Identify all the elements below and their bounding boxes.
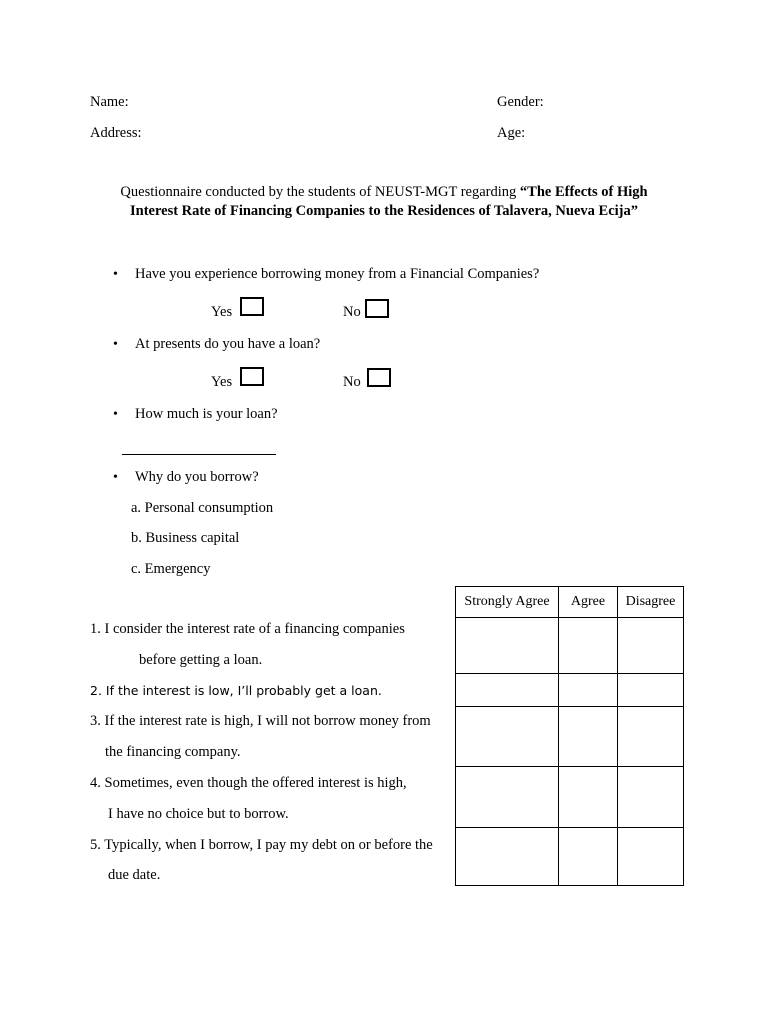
rating-table (455, 586, 684, 886)
name-label: Name: (90, 94, 129, 110)
q2-yes-label: Yes (211, 374, 233, 390)
title-line1: “The Effects of High (519, 184, 648, 200)
cell-5-disagree[interactable] (618, 828, 684, 886)
cell-4-strongly-agree[interactable] (456, 767, 559, 828)
option-c: c. Emergency (131, 561, 211, 577)
loan-amount-line[interactable] (122, 454, 276, 455)
question-4: Why do you borrow? (135, 469, 259, 485)
statement-4-line2: I have no choice but to borrow. (108, 806, 289, 822)
cell-3-strongly-agree[interactable] (456, 707, 559, 767)
bullet-icon: • (113, 337, 118, 352)
cell-1-agree[interactable] (559, 618, 618, 674)
bullet-icon: • (113, 470, 118, 485)
questionnaire-title (60, 183, 708, 221)
gender-label: Gender: (497, 94, 544, 110)
address-label: Address: (90, 125, 142, 141)
rating-row-3 (456, 707, 684, 767)
question-2: At presents do you have a loan? (135, 336, 321, 352)
rating-row-5 (456, 828, 684, 886)
cell-1-disagree[interactable] (618, 618, 684, 674)
cell-4-disagree[interactable] (618, 767, 684, 828)
header-agree: Agree (559, 587, 618, 618)
cell-1-strongly-agree[interactable] (456, 618, 559, 674)
title-prefix: Questionnaire conducted by the students of NEUST-MGT regarding (120, 184, 520, 200)
cell-5-strongly-agree[interactable] (456, 828, 559, 886)
rating-row-4 (456, 767, 684, 828)
statement-5-line1: 5. Typically, when I borrow, I pay my debt on or before the (90, 837, 433, 853)
rating-header-row (456, 587, 684, 618)
header-disagree: Disagree (618, 587, 684, 618)
bullet-icon: • (113, 407, 118, 422)
q2-yes-checkbox[interactable] (240, 367, 264, 386)
title-line2: Interest Rate of Financing Companies to the Residences of Talavera, Nueva Ecija” (129, 203, 638, 219)
cell-2-disagree[interactable] (618, 674, 684, 707)
cell-5-agree[interactable] (559, 828, 618, 886)
rating-row-1 (456, 618, 684, 674)
age-label: Age: (497, 125, 526, 141)
q1-no-checkbox[interactable] (365, 299, 389, 318)
question-3: How much is your loan? (135, 406, 278, 422)
q1-no-label: No (343, 304, 361, 320)
cell-3-disagree[interactable] (618, 707, 684, 767)
statement-3-line2: the financing company. (105, 744, 241, 760)
header-strongly-agree: Strongly Agree (456, 587, 559, 618)
rating-row-2 (456, 674, 684, 707)
bullet-icon: • (113, 267, 118, 282)
q2-no-label: No (343, 374, 361, 390)
cell-2-strongly-agree[interactable] (456, 674, 559, 707)
q1-yes-label: Yes (211, 304, 233, 320)
cell-2-agree[interactable] (559, 674, 618, 707)
statement-3-line1: 3. If the interest rate is high, I will not borrow money from (90, 713, 431, 729)
statement-5-line2: due date. (108, 867, 161, 883)
option-a: a. Personal consumption (131, 500, 274, 516)
cell-4-agree[interactable] (559, 767, 618, 828)
q1-yes-checkbox[interactable] (240, 297, 264, 316)
statement-4-line1: 4. Sometimes, even though the offered interest is high, (90, 775, 407, 791)
statement-2-line1: 2. If the interest is low, I’ll probably get a loan. (90, 683, 382, 698)
q2-no-checkbox[interactable] (367, 368, 391, 387)
statement-1-line1: 1. I consider the interest rate of a financing companies (90, 621, 405, 637)
cell-3-agree[interactable] (559, 707, 618, 767)
statement-1-line2: before getting a loan. (139, 652, 263, 668)
question-1: Have you experience borrowing money from a Financial Companies? (135, 266, 540, 282)
option-b: b. Business capital (131, 530, 240, 546)
